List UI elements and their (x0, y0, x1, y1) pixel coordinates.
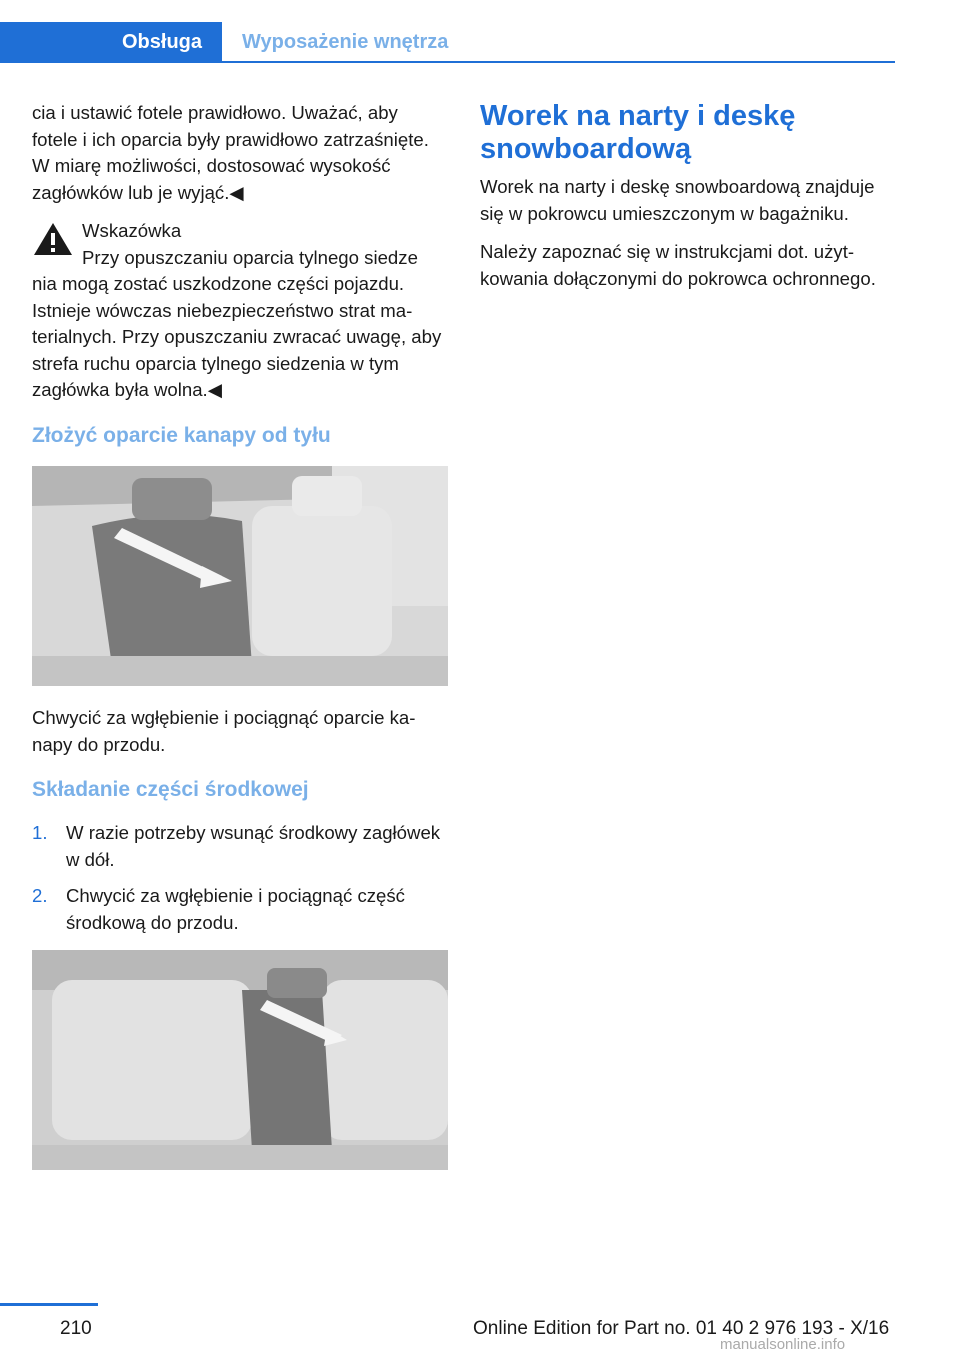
rear-seat-center-part-illustration (32, 950, 448, 1170)
figure-caption-1: Chwycić za wgłębienie i pociągnąć oparcie kanapy do przodu. (32, 707, 416, 755)
list-item (32, 883, 448, 936)
step-text: W razie potrzeby wsunąć środkowy zagłówek w dół. (66, 822, 441, 870)
step-number: 1. (32, 822, 48, 843)
warning-title: Wskazówka (82, 220, 182, 241)
warning-text-first-line: Przy opuszczaniu oparcia tylnego siedze (82, 246, 418, 268)
tab-wyposazenie-wnetrza[interactable]: Wyposażenie wnętrza (242, 30, 449, 53)
section-heading-center-part: Składanie części środkowej (32, 778, 309, 801)
right-column (480, 100, 896, 304)
section-heading-ski-bag: Worek na narty i deskę snowboardową (480, 100, 796, 165)
left-column (32, 100, 448, 1190)
warning-triangle-icon (32, 220, 74, 258)
section-heading-fold-backrest: Złożyć oparcie kanapy od tyłu (32, 423, 331, 447)
steps-list (32, 820, 448, 936)
warning-text: nia mogą zostać uszkodzone części pojazdu. Istnieje wówczas niebezpieczeństwo strat materialnych. Przy opuszczaniu zwracać uwagę, aby strefa ruchu oparcia tylnego siedzenia w tym zagłówka była wolna.◀ (32, 273, 442, 400)
tab-obsluga[interactable]: Obsługa (0, 22, 222, 62)
intro-paragraph: cia i ustawić fotele prawidłowo. Uważać, aby fotele i ich oparcia były prawidłowo zatrzaśnięte. W miarę możliwości, dostosować wysokość zagłówków lub je wyjąć.◀ (32, 102, 429, 203)
list-item (32, 820, 448, 873)
edition-note: Online Edition for Part no. 01 40 2 976 193 - X/16 (473, 1318, 890, 1339)
rear-seat-backrest-illustration (32, 466, 448, 686)
warning-block (32, 218, 448, 404)
header-divider (0, 61, 895, 63)
ski-bag-paragraph-1: Worek na narty i deskę snowboardową znajduje się w pokrowcu umieszczonym w bagażniku. (480, 176, 875, 224)
watermark: manualsonline.info (720, 1336, 846, 1353)
footer-divider (0, 1303, 98, 1306)
ski-bag-paragraph-2: Należy zapoznać się w instrukcjami dot. użytkowania dołączonymi do pokrowca ochronnego. (480, 241, 876, 289)
page-number: 210 (60, 1318, 92, 1339)
page-header (0, 0, 960, 64)
step-text: Chwycić za wgłębienie i pociągnąć część środkową do przodu. (66, 885, 405, 933)
step-number: 2. (32, 885, 48, 906)
